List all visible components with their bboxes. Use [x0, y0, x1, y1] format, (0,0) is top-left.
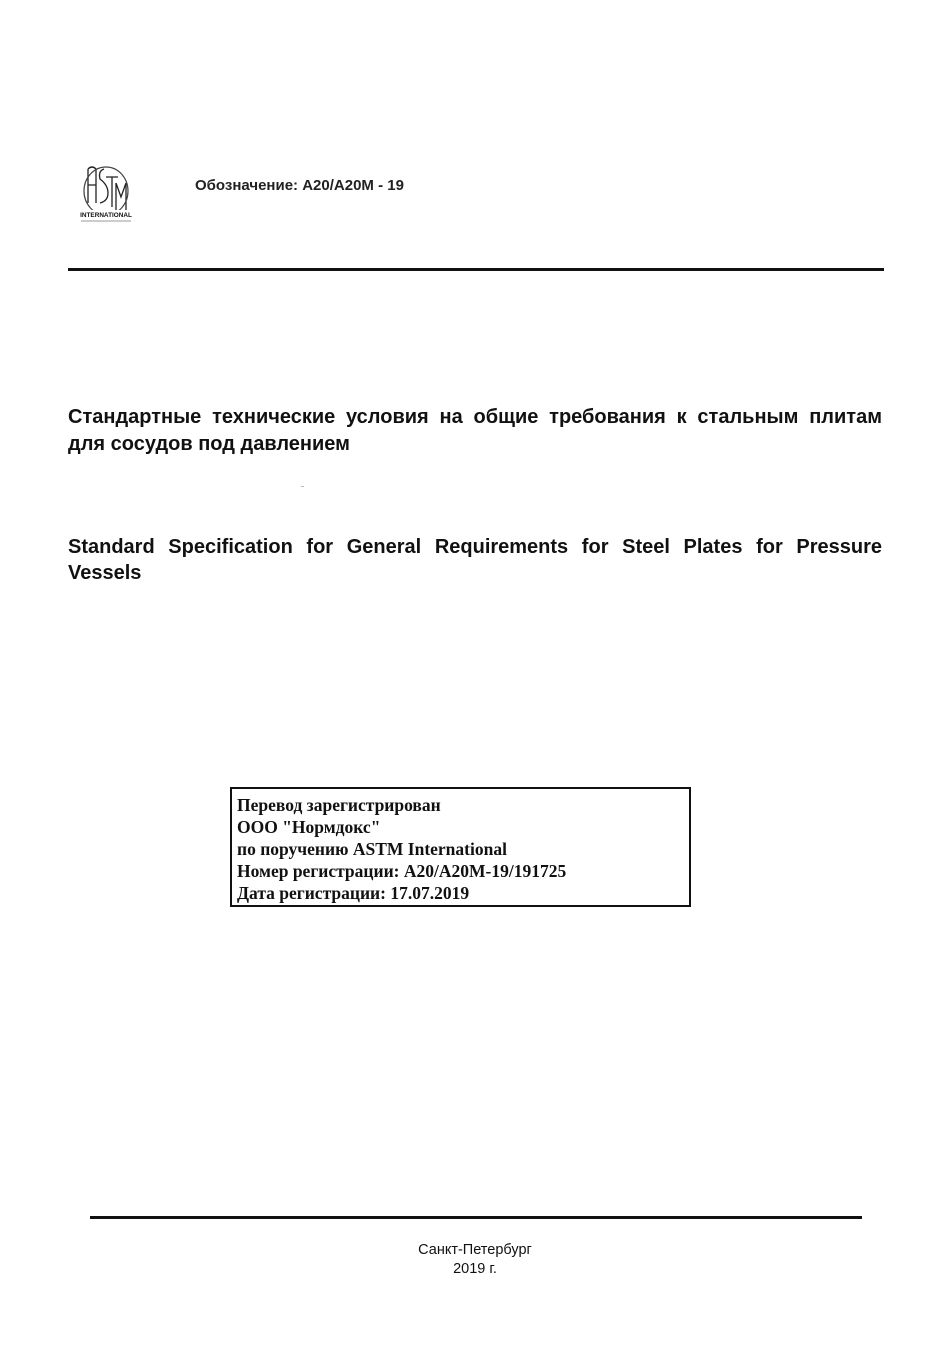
footer-year: 2019 г. — [453, 1261, 497, 1277]
logo-caption: INTERNATIONAL — [80, 212, 132, 219]
registration-stamp — [230, 787, 691, 907]
registration-company: ООО "Нормдокс" — [237, 817, 381, 837]
registration-date: Дата регистрации: 17.07.2019 — [237, 883, 470, 903]
registration-line: по поручению ASTM International — [237, 839, 507, 859]
top-divider — [68, 268, 884, 271]
registration-number: Номер регистрации: A20/A20M-19/191725 — [237, 861, 567, 881]
registration-line: Перевод зарегистрирован — [237, 795, 441, 815]
document-designation: Обозначение: A20/A20M - 19 — [195, 177, 404, 194]
astm-logo-icon — [78, 163, 134, 223]
title-russian: Стандартные технические условия на общие требования к стальным плитам для сосудов под давлением — [68, 406, 882, 455]
footer-city: Санкт-Петербург — [418, 1242, 532, 1258]
title-english: Standard Specification for General Requirements for Steel Plates for Pressure Vessels — [68, 536, 882, 584]
stray-mark — [301, 486, 304, 487]
bottom-divider — [90, 1216, 862, 1219]
